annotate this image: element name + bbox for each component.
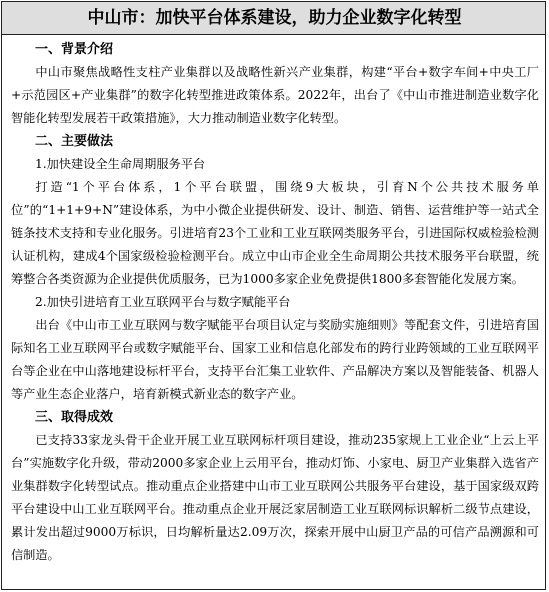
document-frame: [1, 1, 546, 590]
paragraph-industrial-internet: 出台《中山市工业互联网与数字赋能平台项目认定与奖励实施细则》等配套文件，引进培育国际知名工业互联网平台或数字赋能平台、国家工业和信息化部发布的跨行业跨领域的工业互联网平台等企业在中山落地建设标杆平台，支持平台汇集工业软件、产品解决方案以及智能装备、机器人等产业生态企业落户，培育新模式新业态的数字产业。: [11, 318, 539, 401]
subheading-industrial-internet: 2.加快引进培育工业互联网平台与数字赋能平台: [35, 295, 291, 309]
paragraph-background: 中山市聚焦战略性支柱产业集群以及战略性新兴产业集群，构建“平台+数字车间+中央工厂+示范园区+产业集群”的数字化转型推进政策体系。2022年，出台了《中山市推进制造业数字化智能化转型发展若干政策措施》，大力推动制造业数字化转型。: [11, 65, 539, 125]
paragraph-lifecycle-platform: 打造“1个平台体系，1个平台联盟，围绕9大板块，引育N个公共技术服务单位”的“1+1+9+N”建设体系，为中小微企业提供研发、设计、制造、销售、运营维护等一站式全链条技术支持和专业化服务。引进培育23个工业和工业互联网类服务平台，引进国际权威检验检测认证机构，建成4个国家级检验检测平台。成立中山市企业全生命周期公共技术服务平台联盟，统筹整合各类资源为企业提供优质服务，已为1000多家企业免费提供1800多套智能化发展方案。: [11, 180, 539, 286]
document-body: [11, 38, 539, 567]
subheading-lifecycle-platform: 1.加快建设全生命周期服务平台: [35, 157, 206, 171]
paragraph-results: 已支持33家龙头骨干企业开展工业互联网标杆项目建设，推动235家规上工业企业“上云上平台”实施数字化升级，带动2000多家企业上云用平台，推动灯饰、小家电、厨卫产业集群入选省产业集群数字化转型试点。推动重点企业搭建中山市工业互联网公共服务平台建设，基于国家级双跨平台建设中山工业互联网平台。推动重点企业开展泛家居制造工业互联网标识解析二级节点建设，累计发出超过9000万标识，日均解析量达2.09万次，探索开展中山厨卫产品的可信产品溯源和可信制造。: [11, 433, 539, 562]
section-heading-results: 三、取得成效: [35, 410, 114, 425]
section-heading-background: 一、背景介绍: [35, 42, 114, 57]
section-heading-main-practices: 二、主要做法: [35, 134, 114, 149]
document-title: 中山市：加快平台体系建设，助力企业数字化转型: [2, 2, 546, 35]
